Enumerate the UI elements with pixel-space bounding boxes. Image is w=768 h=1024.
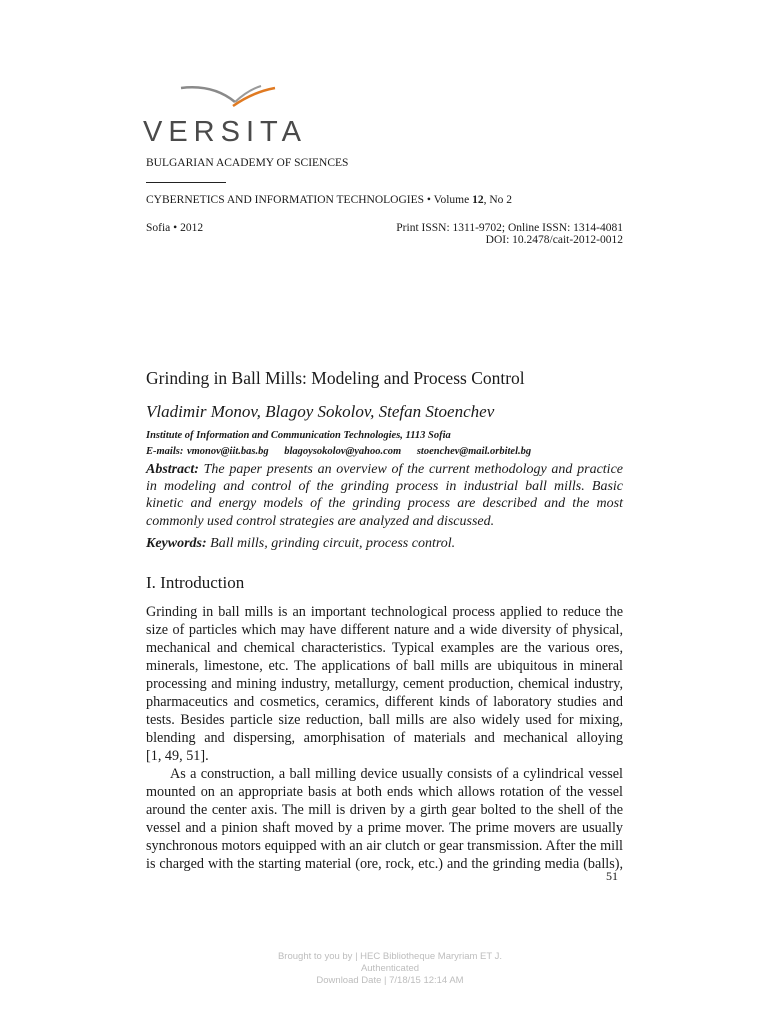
paragraph [146,603,623,765]
journal-name: CYBERNETICS AND INFORMATION TECHNOLOGIES [146,194,425,206]
volume-label: Volume [433,194,470,206]
footer-line: Brought to you by | HEC Bibliotheque Maryriam ET J. [277,951,503,962]
logo-text: VERSITA [143,116,307,148]
body-text [146,603,623,873]
text-line: vessel and a pinion shaft moved by a prime mover. The prime movers are usually [146,820,623,836]
text-line: is charged with the starting material (ore, rock, etc.) and the grinding media (balls), [146,856,623,872]
city-year [146,222,203,234]
footer-line: Authenticated [360,963,420,974]
email[interactable]: blagoysokolov@yahoo.com [284,446,402,457]
paper-title: Grinding in Ball Mills: Modeling and Process Control [146,368,525,388]
text-line: tests. Besides particle size reduction, ball mills are also widely used for mixing, [146,712,623,728]
bullet: • [173,222,178,234]
divider [146,182,226,183]
text-line: Grinding in ball mills is an important technological process applied to reduce the [146,604,623,620]
abstract-line [146,461,623,478]
text-line: pharmaceutics and cosmetics, ceramics, different kinds of laboratory studies and [146,694,623,710]
doi: DOI: 10.2478/cait-2012-0012 [485,234,623,246]
journal-line [146,194,512,206]
text-line: As a construction, a ball milling device usually consists of a cylindrical vessel [170,766,623,782]
keywords-label: Keywords: [146,536,207,551]
institute: Institute of Information and Communication Technologies, 1113 Sofia [146,430,451,441]
text-line: synchronous motors equipped with an air clutch or gear transmission. After the mill [146,838,623,854]
text-line: [1, 49, 51]. [146,748,209,764]
text-line: minerals, limestone, etc. The applications of ball mills are ubiquitous in mineral [146,658,623,674]
issue-number: , No 2 [483,194,513,206]
text-line: blending and dispersing, amorphisation of materials and mechanical alloying [146,730,623,746]
text-line: mechanical and chemical characteristics. Typical examples are the various ores, [146,640,623,656]
versita-logo [143,82,307,152]
bullet: • [426,194,431,206]
issn-doi [396,222,623,246]
email[interactable]: E-mails: vmonov@iit.bas.bg [146,446,269,457]
abstract-line [146,495,623,512]
keywords [146,536,623,552]
issn: Print ISSN: 1311-9702; Online ISSN: 1314-4081 [396,222,623,234]
text-line: around the center axis. The mill is driven by a girth gear bolted to the shell of the [146,802,623,818]
footer-line: Download Date | 7/18/15 12:14 AM [316,975,464,986]
abstract-label: Abstract: [146,462,199,477]
text-line: size of particles which may have different nature and a wide diversity of physical, [146,622,623,638]
abstract-text: in modeling and control of the grinding process in industrial ball mills. Basic [146,479,623,495]
volume-number: 12 [472,194,484,206]
academy-name: BULGARIAN ACADEMY OF SCIENCES [146,157,349,169]
keywords-text: Ball mills, grinding circuit, process control. [210,536,456,551]
emails [146,446,543,457]
year: 2012 [180,222,204,234]
abstract-line [146,513,623,530]
city: Sofia [146,222,171,234]
authors: Vladimir Monov, Blagoy Sokolov, Stefan Stoenchev [146,402,495,421]
text-line: processing and mining industry, metallurgy, cement production, chemical industry, [146,676,623,692]
section-heading: I. Introduction [146,573,245,592]
abstract [146,461,623,530]
abstract-line [146,478,623,495]
abstract-text: commonly used control strategies are analyzed and discussed. [146,513,495,529]
text-line: mounted on an appropriate basis at both ends which allows rotation of the vessel [146,784,623,800]
abstract-text: The paper presents an overview of the current methodology and practice [203,462,623,477]
paragraph [146,765,623,873]
page-number: 51 [606,869,618,883]
email[interactable]: stoenchev@mail.orbitel.bg [416,446,532,457]
abstract-text: kinetic and energy models of the grinding process are described and the most [146,496,623,512]
download-footer [240,951,540,987]
